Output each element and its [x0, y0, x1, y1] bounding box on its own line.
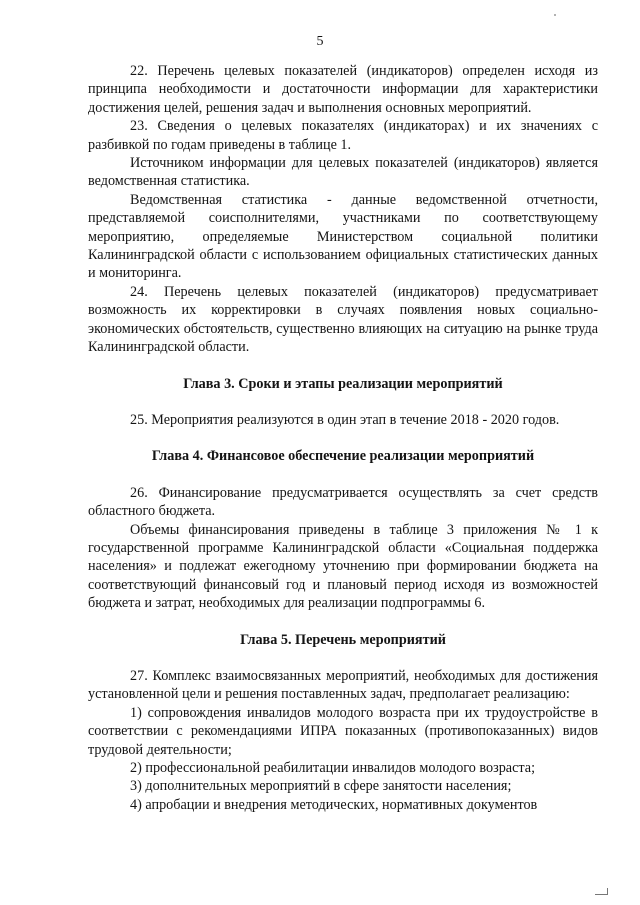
- list-item-4: 4) апробации и внедрения методических, нормативных документов: [130, 796, 538, 813]
- chapter-3-heading: Глава 3. Сроки и этапы реализации мероприятий: [183, 375, 503, 392]
- paragraph-23-source: Источником информации для целевых показателей (индикаторов) является ведомственная статистика.: [88, 155, 598, 190]
- paragraph-27: 27. Комплекс взаимосвязанных мероприятий, необходимых для достижения установленной цели и решения поставленных задач, предполагает реализацию:: [88, 667, 598, 703]
- paragraph-23-statistics: Ведомственная статистика - данные ведомственной отчетности, представляемой соисполнителями, участниками по соответствующему мероприятию, определяемые Министерством социальной политики Калининградской области с использованием официальных статистических данных и мониторинга.: [88, 191, 598, 282]
- list-item-3: 3) дополнительных мероприятий в сфере занятости населения;: [130, 778, 512, 795]
- document-body: [88, 62, 598, 814]
- list-item-2: 2) профессиональной реабилитации инвалидов молодого возраста;: [130, 760, 536, 776]
- list-item-1: 1) сопровождения инвалидов молодого возраста при их трудоустройстве в соответствии с рекомендациями ИПРА показанных (противопоказанных) видов трудовой деятельности;: [88, 704, 598, 758]
- page-number: 5: [316, 34, 324, 49]
- paragraph-24: 24. Перечень целевых показателей (индикаторов) предусматривает возможность их корректировки в случаях появления новых социально-экономических обстоятельств, существенно влияющих на ситуацию на рынке труда Калининградской области.: [88, 283, 598, 356]
- chapter-5-heading: Глава 5. Перечень мероприятий: [240, 631, 446, 648]
- scan-speck: [554, 14, 556, 16]
- paragraph-26: 26. Финансирование предусматривается осуществлять за счет средств областного бюджета.: [88, 484, 598, 520]
- chapter-4-heading: Глава 4. Финансовое обеспечение реализации мероприятий: [151, 448, 535, 465]
- scan-edge-mark: [595, 888, 608, 895]
- paragraph-25: 25. Мероприятия реализуются в один этап в течение 2018 - 2020 годов.: [130, 411, 560, 428]
- paragraph-26-volumes: Объемы финансирования приведены в таблице 3 приложения № 1 к государственной программе Калининградской области «Социальная поддержка населения» и подлежат ежегодному уточнению при формировании бюджета на соответствующий финансовый год и плановый период исходя из возможностей бюджета и затрат, необходимых для реализации подпрограммы 6.: [88, 521, 598, 612]
- paragraph-22: 22. Перечень целевых показателей (индикаторов) определен исходя из принципа необходимости и достаточности информации для характеристики достижения целей, решения задач и выполнения основных мероприятий.: [88, 63, 598, 116]
- paragraph-23: 23. Сведения о целевых показателях (индикаторах) и их значениях с разбивкой по годам приведены в таблице 1.: [88, 118, 598, 153]
